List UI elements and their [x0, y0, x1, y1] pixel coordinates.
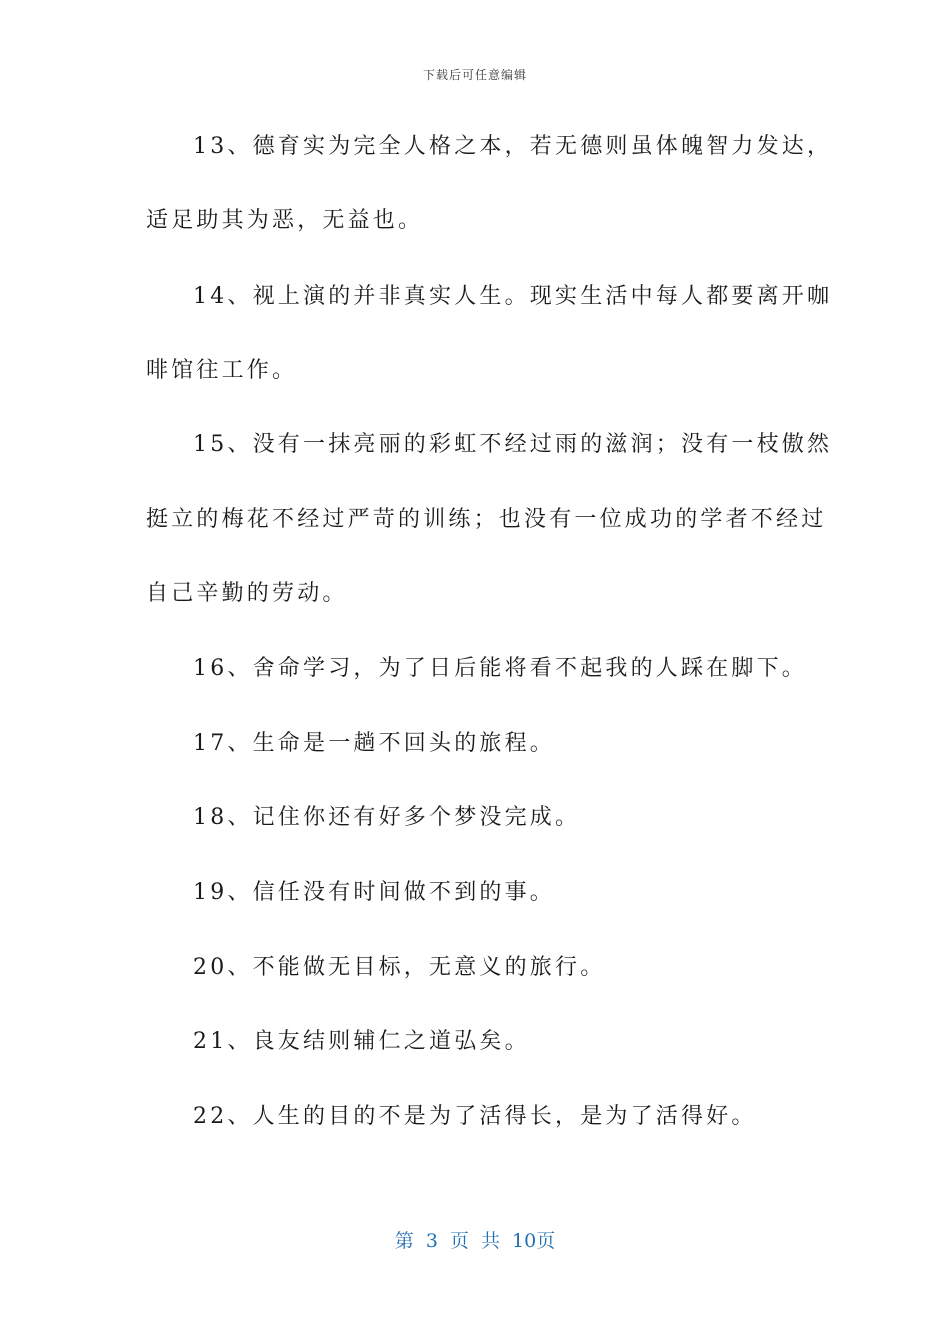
header-note: 下载后可任意编辑 [422, 68, 527, 82]
quote-15-line-1: 15、没有一抹亮丽的彩虹不经过雨的滋润；没有一枝傲然 [193, 432, 833, 457]
quote-14-line-1: 14、视上演的并非真实人生。现实生活中每人都要离开咖 [193, 284, 833, 309]
quote-17: 17、生命是一趟不回头的旅程。 [193, 731, 555, 756]
quote-22: 22、人生的目的不是为了活得长，是为了活得好。 [193, 1104, 757, 1129]
quote-15-line-3: 自己辛勤的劳动。 [146, 581, 348, 606]
quote-19: 19、信任没有时间做不到的事。 [193, 880, 555, 905]
quote-15-line-2: 挺立的梅花不经过严苛的训练；也没有一位成功的学者不经过 [146, 507, 827, 532]
quote-13-line-2: 适足助其为恶，无益也。 [146, 208, 424, 233]
quote-13-line-1: 13、德育实为完全人格之本，若无德则虽体魄智力发达， [193, 134, 833, 159]
quote-20: 20、不能做无目标，无意义的旅行。 [193, 955, 606, 980]
page-number: 第 3 页 共 10页 [394, 1230, 556, 1252]
quote-16: 16、舍命学习，为了日后能将看不起我的人踩在脚下。 [193, 656, 807, 681]
quote-18: 18、记住你还有好多个梦没完成。 [193, 805, 581, 830]
quote-14-line-2: 啡馆往工作。 [146, 358, 298, 383]
quote-21: 21、良友结则辅仁之道弘矣。 [193, 1029, 530, 1054]
